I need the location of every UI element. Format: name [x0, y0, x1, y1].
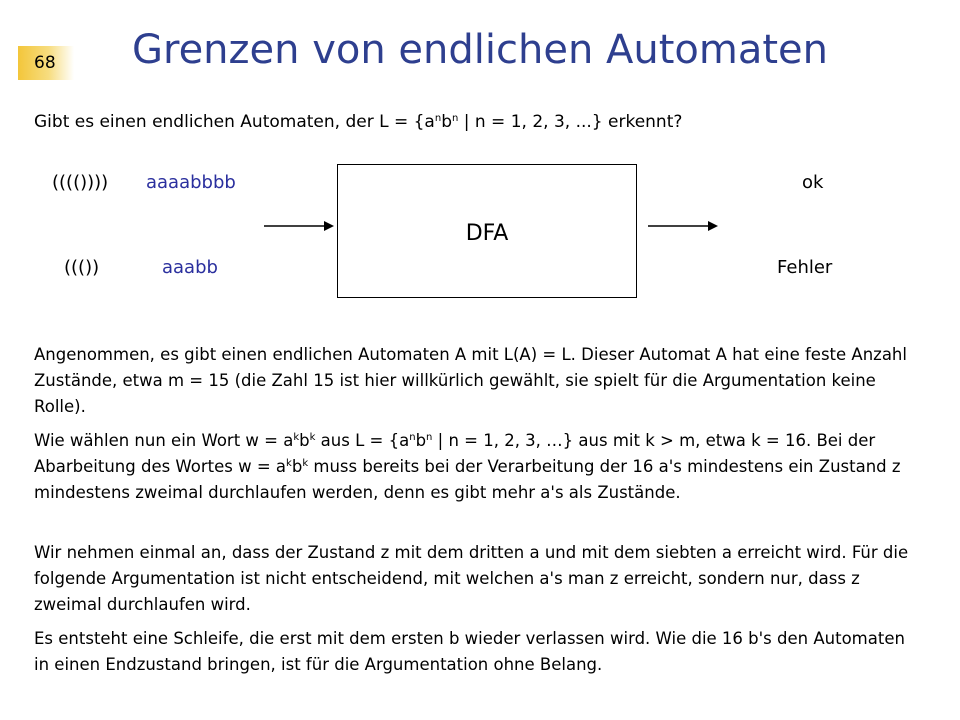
paragraph-word-choice	[34, 428, 924, 506]
dfa-label: DFA	[465, 221, 509, 246]
superscript-k: k	[309, 432, 316, 443]
paragraph-loop: Es entsteht eine Schleife, die erst mit dem ersten b wieder verlassen wird. Wie die 16 b's den Automaten in einen Endzustand bringen, ist für die Argumentation ohne Belang.	[34, 629, 905, 674]
paragraph-state-assumption: Wir nehmen einmal an, dass der Zustand z mit dem dritten a und mit dem siebten a erreicht wird. Für die folgende Argumentation ist nicht entscheidend, mit welchen a's man z erreicht, sondern nur, dass z zweimal durchlaufen wird.	[34, 543, 909, 614]
text-part: | n = 1, 2, 3, …} aus mit k > m, etwa k = 16. Bei der Abarbeitung des Wortes w = a	[34, 431, 876, 476]
result-error: Fehler	[777, 257, 833, 278]
input-arrow-icon	[262, 218, 334, 234]
text-part: b	[299, 431, 310, 450]
text-part: aus L = {a	[315, 431, 410, 450]
superscript-n: n	[434, 113, 442, 124]
superscript-k: k	[293, 432, 300, 443]
text-part: Wie wählen nun ein Wort w = a	[34, 431, 294, 450]
word-example-1: aaaabbbb	[146, 172, 236, 193]
question-text	[34, 112, 682, 132]
text-part: b	[291, 457, 303, 476]
slide-title: Grenzen von endlichen Automaten	[132, 27, 828, 73]
question-part: b	[441, 112, 452, 132]
superscript-n: n	[409, 432, 416, 443]
slide-number: 68	[18, 46, 74, 80]
question-part: | n = 1, 2, 3, ...} erkennt?	[458, 112, 683, 132]
word-example-2: aaabb	[162, 257, 218, 278]
text-part: b	[415, 431, 427, 450]
superscript-k: k	[286, 458, 292, 469]
paragraph-assumption: Angenommen, es gibt einen endlichen Automaten A mit L(A) = L. Dieser Automat A hat eine feste Anzahl Zustände, etwa m = 15 (die Zahl 15 ist hier willkürlich gewählt, sie spielt für die Argumentation keine Rolle).	[34, 345, 907, 416]
paren-example-2: ((())	[64, 257, 100, 278]
superscript-n: n	[426, 432, 433, 443]
output-arrow-icon	[646, 218, 718, 234]
dfa-box	[337, 164, 637, 298]
result-ok: ok	[802, 172, 824, 193]
superscript-n: n	[452, 113, 459, 124]
paren-example-1: (((())))	[52, 172, 109, 193]
question-part: Gibt es einen endlichen Automaten, der L = {a	[34, 112, 435, 132]
superscript-k: k	[302, 458, 309, 469]
text-part: muss bereits bei der Verarbeitung der 16 a's mindestens ein Zustand z mindestens zweimal durchlaufen werden, denn es gibt mehr a's als Zustände.	[34, 457, 901, 502]
